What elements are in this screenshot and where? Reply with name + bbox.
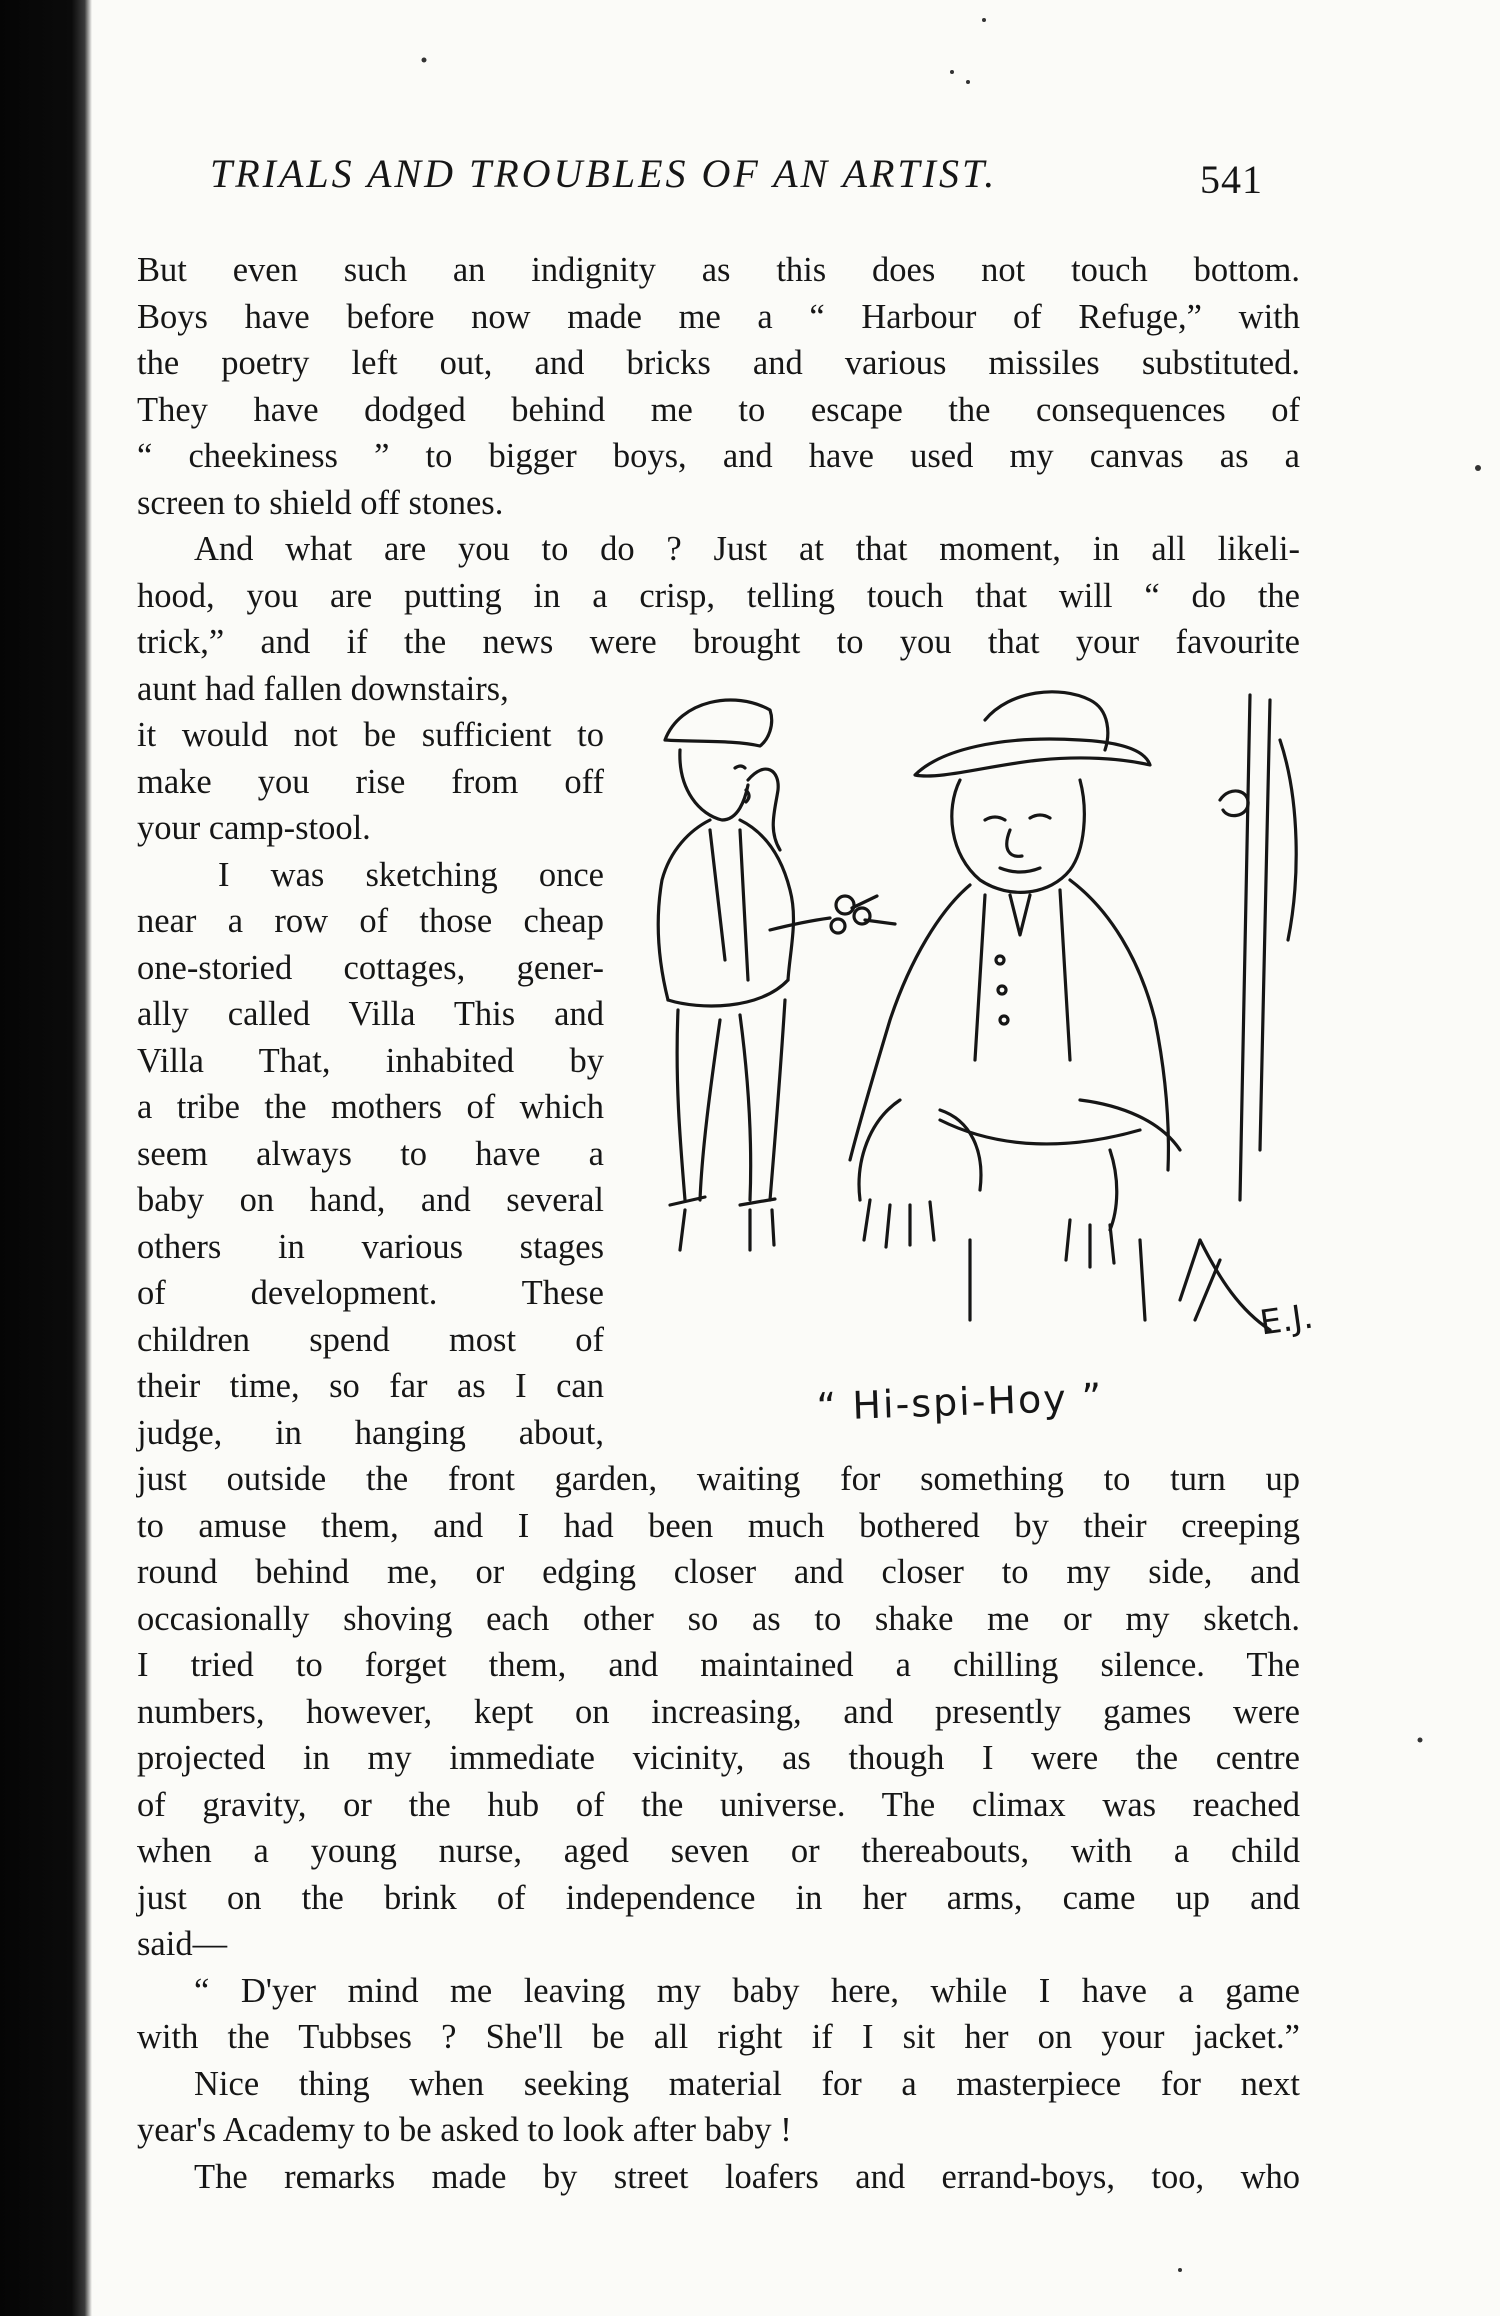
text-line: when a young nurse, aged seven or thereabouts, with a child bbox=[137, 1832, 1300, 1870]
stool-legs bbox=[1180, 1240, 1220, 1320]
boy-back bbox=[658, 820, 710, 1000]
text-line: ally called Villa This and bbox=[137, 995, 604, 1033]
man-left-coat bbox=[850, 885, 970, 1160]
man-left-arm bbox=[859, 1100, 981, 1200]
text-line: a tribe the mothers of which bbox=[137, 1088, 604, 1126]
text-line: Nice thing when seeking material for a masterpiece for next bbox=[194, 2065, 1300, 2103]
text-line: the poetry left out, and bricks and various missiles substituted. bbox=[137, 344, 1300, 382]
text-line: I was sketching once bbox=[218, 856, 604, 894]
button bbox=[996, 956, 1004, 964]
text-line: of development. These bbox=[137, 1274, 604, 1312]
man-mouth bbox=[1000, 868, 1040, 872]
text-line: your camp-stool. bbox=[137, 809, 371, 847]
text-line: The remarks made by street loafers and errand-boys, too, who bbox=[194, 2158, 1300, 2196]
text-line: others in various stages bbox=[137, 1228, 604, 1266]
illustration-boy-and-old-man bbox=[640, 680, 1340, 1460]
man-right-fingers bbox=[1066, 1220, 1114, 1267]
speck bbox=[1475, 465, 1481, 471]
text-line: just outside the front garden, waiting for something to turn up bbox=[137, 1460, 1300, 1498]
man-lap bbox=[940, 1120, 1140, 1144]
man-right-coat bbox=[1070, 880, 1168, 1170]
boy-eye bbox=[735, 766, 745, 768]
text-line: numbers, however, kept on increasing, and presently games were bbox=[137, 1693, 1300, 1731]
flower bbox=[831, 919, 845, 933]
man-nose bbox=[1007, 830, 1022, 856]
text-line: I tried to forget them, and maintained a chilling silence. The bbox=[137, 1646, 1300, 1684]
boy-face bbox=[680, 750, 748, 820]
man-left-fingers bbox=[864, 1200, 934, 1247]
easel-post bbox=[1240, 695, 1270, 1200]
boy-jacket-hem bbox=[668, 980, 788, 1006]
text-line: children spend most of bbox=[137, 1321, 604, 1359]
man-face bbox=[952, 780, 1085, 892]
text-line: They have dodged behind me to escape the consequences of bbox=[137, 391, 1300, 429]
man-tie bbox=[1010, 895, 1030, 935]
running-title: TRIALS AND TROUBLES OF AN ARTIST. bbox=[210, 151, 998, 196]
text-line: to amuse them, and I had been much bothered by their creeping bbox=[137, 1507, 1300, 1545]
boy-right-leg bbox=[740, 1000, 785, 1200]
boy-feet bbox=[670, 1197, 775, 1250]
text-line: make you rise from off bbox=[137, 763, 604, 801]
text-line: just on the brink of independence in her arms, came up and bbox=[137, 1879, 1300, 1917]
boy-cap bbox=[665, 700, 772, 746]
text-line: occasionally shoving each other so as to shake me or my sketch. bbox=[137, 1600, 1300, 1638]
text-line: And what are you to do ? Just at that moment, in all likeli- bbox=[194, 530, 1300, 568]
speck bbox=[982, 18, 986, 22]
flower bbox=[836, 896, 854, 914]
text-line: hood, you are putting in a crisp, telling touch that will “ do the bbox=[137, 577, 1300, 615]
page-header bbox=[210, 150, 1310, 210]
text-line: Villa That, inhabited by bbox=[137, 1042, 604, 1080]
text-line: round behind me, or edging closer and closer to my side, and bbox=[137, 1553, 1300, 1591]
text-line: aunt had fallen downstairs, bbox=[137, 670, 509, 708]
text-line: with the Tubbses ? She'll be all right if I sit her on your jacket.” bbox=[137, 2018, 1300, 2056]
text-line: near a row of those cheap bbox=[137, 902, 604, 940]
text-line: one-storied cottages, gener- bbox=[137, 949, 604, 987]
man-hat-brim bbox=[915, 739, 1150, 776]
text-line: baby on hand, and several bbox=[137, 1181, 604, 1219]
text-line: judge, in hanging about, bbox=[137, 1414, 604, 1452]
text-line: But even such an indignity as this does not touch bottom. bbox=[137, 251, 1300, 289]
text-line: Boys have before now made me a “ Harbour of Refuge,” with bbox=[137, 298, 1300, 336]
man-waistcoat bbox=[975, 890, 1070, 1060]
sketch-scribble bbox=[1220, 791, 1248, 816]
text-line: their time, so far as I can bbox=[137, 1367, 604, 1405]
button bbox=[1000, 1016, 1008, 1024]
easel-canvas-edge bbox=[1280, 740, 1296, 940]
button bbox=[998, 986, 1006, 994]
line-drawing bbox=[640, 680, 1340, 1380]
figure-caption: “ Hi-spi-Hoy ” bbox=[815, 1375, 1105, 1429]
text-line: seem always to have a bbox=[137, 1135, 604, 1173]
speck bbox=[422, 58, 427, 63]
text-line: “ D'yer mind me leaving my baby here, while I have a game bbox=[194, 1972, 1300, 2010]
speck bbox=[950, 70, 954, 74]
text-line: screen to shield off stones. bbox=[137, 484, 504, 522]
boy-vest-lines bbox=[710, 830, 748, 980]
speck bbox=[1178, 2268, 1182, 2272]
man-right-arm bbox=[1080, 1100, 1180, 1230]
boy-left-leg bbox=[677, 1010, 720, 1200]
text-line: of gravity, or the hub of the universe. The climax was reached bbox=[137, 1786, 1300, 1824]
text-line: trick,” and if the news were brought to you that your favourite bbox=[137, 623, 1300, 661]
text-line: year's Academy to be asked to look after baby ! bbox=[137, 2111, 792, 2149]
speck bbox=[966, 80, 970, 84]
speck bbox=[1418, 1738, 1423, 1743]
text-line: said— bbox=[137, 1925, 228, 1963]
text-line: “ cheekiness ” to bigger boys, and have used my canvas as a bbox=[137, 437, 1300, 475]
text-line: it would not be sufficient to bbox=[137, 716, 604, 754]
page-number: 541 bbox=[1200, 157, 1263, 202]
man-eyes bbox=[985, 815, 1050, 820]
boy-arm-flowers bbox=[770, 918, 830, 930]
man-legs bbox=[970, 1240, 1145, 1320]
artist-signature: E.J. bbox=[1257, 1296, 1316, 1344]
text-line: projected in my immediate vicinity, as though I were the centre bbox=[137, 1739, 1300, 1777]
